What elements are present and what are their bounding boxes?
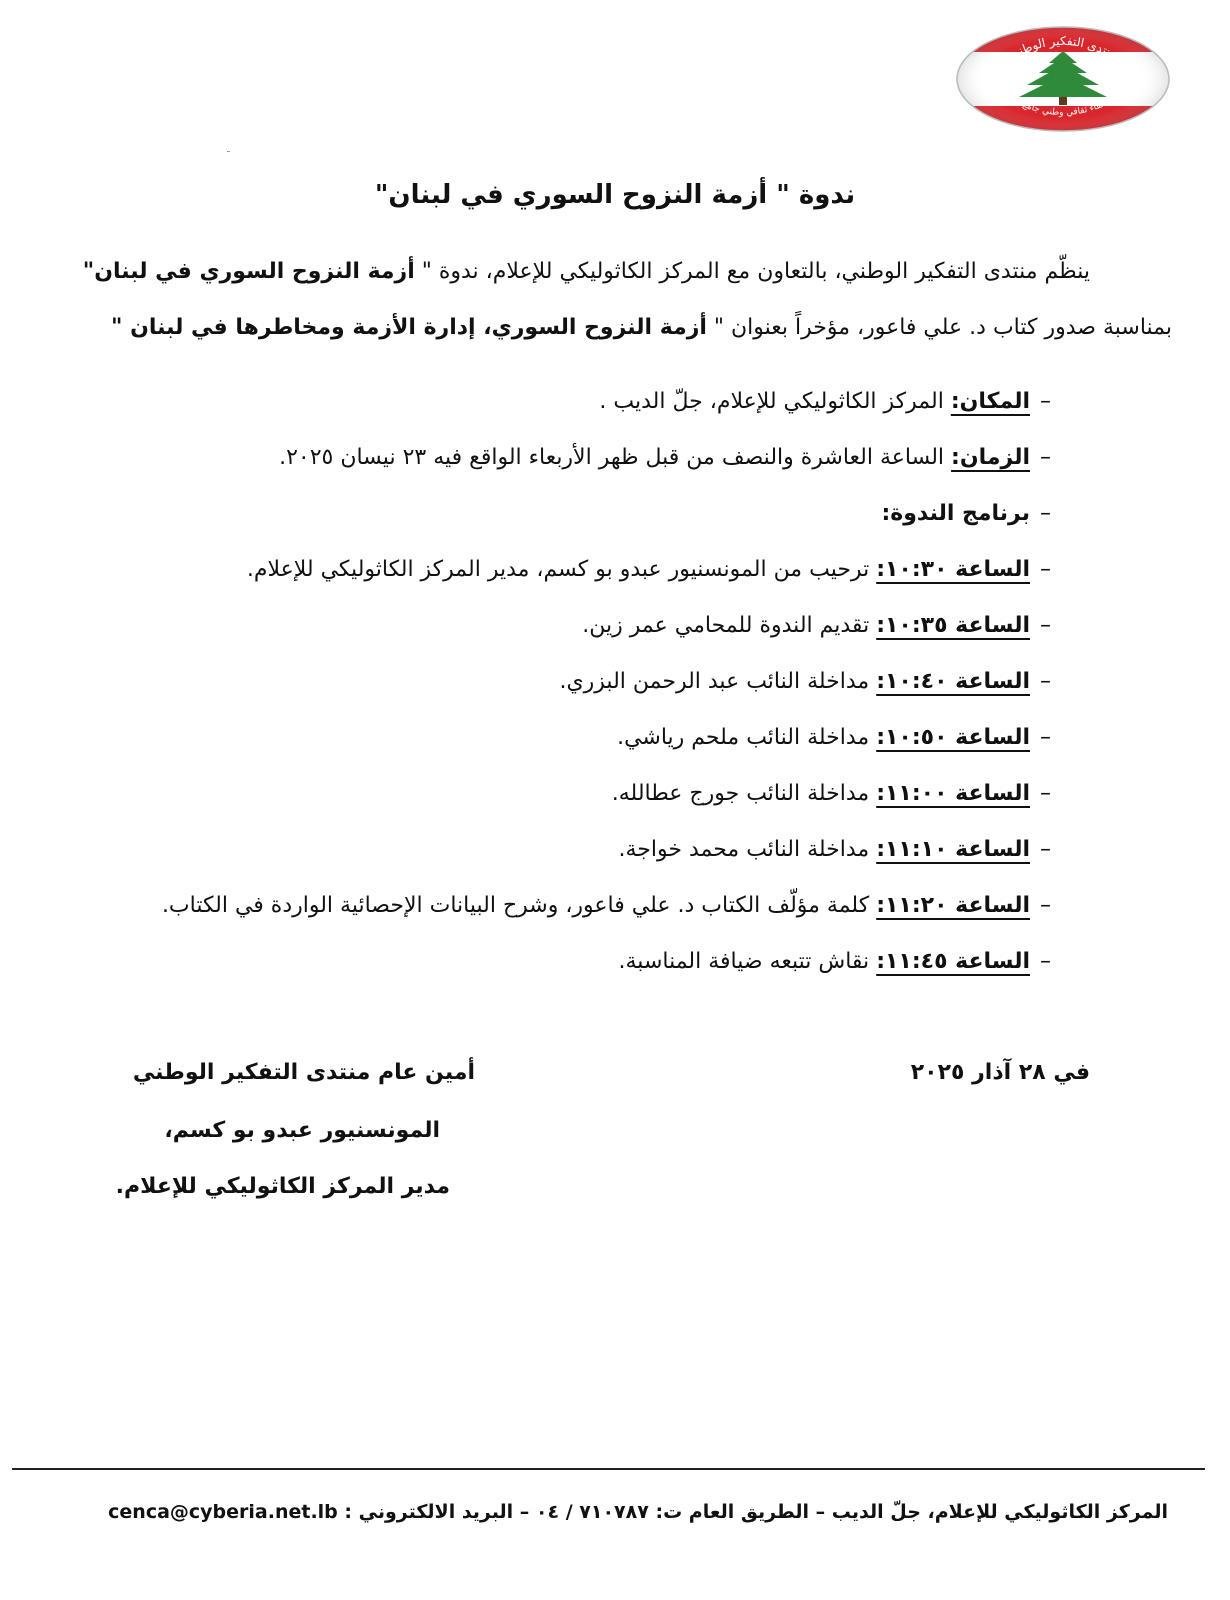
item-program-header (881, 500, 1090, 529)
item-value: الساعة العاشرة والنصف من قبل ظهر الأربعاء الواقع فيه ٢٣ نيسان ٢٠٢٥. (279, 445, 952, 470)
item-key: الزمان: (951, 445, 1030, 470)
signature-name: المونسنيور عبدو بو كسم، (164, 1118, 440, 1143)
item-key: الساعة ١١:١٠: (876, 837, 1030, 862)
forum-logo (955, 25, 1171, 133)
bullet-dash: – (1040, 557, 1051, 582)
intro-line-1 (83, 258, 1090, 287)
item-key: الساعة ١١:٤٥: (876, 949, 1030, 974)
program-item (619, 948, 1090, 977)
item-value: ترحيب من المونسنيور عبدو بو كسم، مدير المركز الكاثوليكي للإعلام. (246, 557, 877, 582)
bullet-dash: – (1040, 389, 1051, 414)
item-key: الساعة ١١:٠٠: (876, 781, 1030, 806)
item-key: الساعة ١٠:٥٠: (876, 725, 1030, 750)
signature-role: مدير المركز الكاثوليكي للإعلام. (115, 1174, 450, 1199)
bullet-dash: – (1040, 613, 1051, 638)
bullet-dash: – (1040, 893, 1051, 918)
document-title: ندوة " أزمة النزوح السوري في لبنان" (374, 180, 856, 210)
item-value: تقديم الندوة للمحامي عمر زين. (582, 613, 877, 638)
item-place (599, 388, 1090, 417)
logo-bottom-text: لقاء ثقافي وطني جامع (1020, 99, 1106, 119)
footer-address: المركز الكاثوليكي للإعلام، جلّ الديب – الطريق العام ت: ٧١٠٧٨٧ / ٠٤ – البريد الالكتروني : (337, 1501, 1168, 1523)
bullet-dash: – (1040, 669, 1051, 694)
program-item (559, 668, 1090, 697)
bullet-dash: – (1040, 445, 1051, 470)
item-key: الساعة ١٠:٤٠: (876, 669, 1030, 694)
item-key: الساعة ١٠:٣٥: (876, 613, 1030, 638)
item-value: مداخلة النائب محمد خواجة. (618, 837, 877, 862)
program-item (618, 836, 1090, 865)
item-key: الساعة ١١:٢٠: (876, 893, 1030, 918)
footer-email: cenca@cyberia.net.lb (108, 1501, 338, 1523)
footer-contact (50, 1501, 1168, 1523)
item-time (279, 444, 1090, 473)
intro-line-1-bold: أزمة النزوح السوري في لبنان" (82, 259, 415, 284)
footer-divider (12, 1468, 1205, 1470)
program-item (617, 724, 1090, 753)
program-item (582, 612, 1090, 641)
item-value: مداخلة النائب جورج عطالله. (611, 781, 877, 806)
item-value: مداخلة النائب عبد الرحمن البزري. (559, 669, 877, 694)
program-item (247, 556, 1090, 585)
bullet-dash: – (1040, 725, 1051, 750)
item-key: الساعة ١٠:٣٠: (876, 557, 1030, 582)
stray-mark (227, 151, 230, 152)
signature-title: أمين عام منتدى التفكير الوطني (132, 1060, 475, 1085)
program-header: برنامج الندوة: (881, 501, 1030, 526)
item-value: نقاش تتبعه ضيافة المناسبة. (618, 949, 877, 974)
document-date: في ٢٨ آذار ٢٠٢٥ (910, 1060, 1090, 1085)
item-value: كلمة مؤلّف الكتاب د. علي فاعور، وشرح البيانات الإحصائية الواردة في الكتاب. (161, 893, 877, 918)
intro-line-2-regular: بمناسبة صدور كتاب د. علي فاعور، مؤخراً بعنوان " (706, 315, 1172, 340)
bullet-dash: – (1040, 781, 1051, 806)
logo-top-text: منتدى التفكير الوطني (1007, 33, 1120, 63)
bullet-dash: – (1040, 501, 1051, 526)
program-item (162, 892, 1090, 921)
item-value: مداخلة النائب ملحم رياشي. (617, 725, 877, 750)
item-value: المركز الكاثوليكي للإعلام، جلّ الديب . (599, 389, 951, 414)
bullet-dash: – (1040, 949, 1051, 974)
intro-line-2-bold: أزمة النزوح السوري، إدارة الأزمة ومخاطرها في لبنان " (111, 315, 707, 340)
intro-line-2 (111, 314, 1172, 343)
bullet-dash: – (1040, 837, 1051, 862)
program-item (612, 780, 1090, 809)
intro-line-1-regular: ينظّم منتدى التفكير الوطني، بالتعاون مع المركز الكاثوليكي للإعلام، ندوة " (414, 259, 1090, 284)
item-key: المكان: (950, 389, 1030, 414)
